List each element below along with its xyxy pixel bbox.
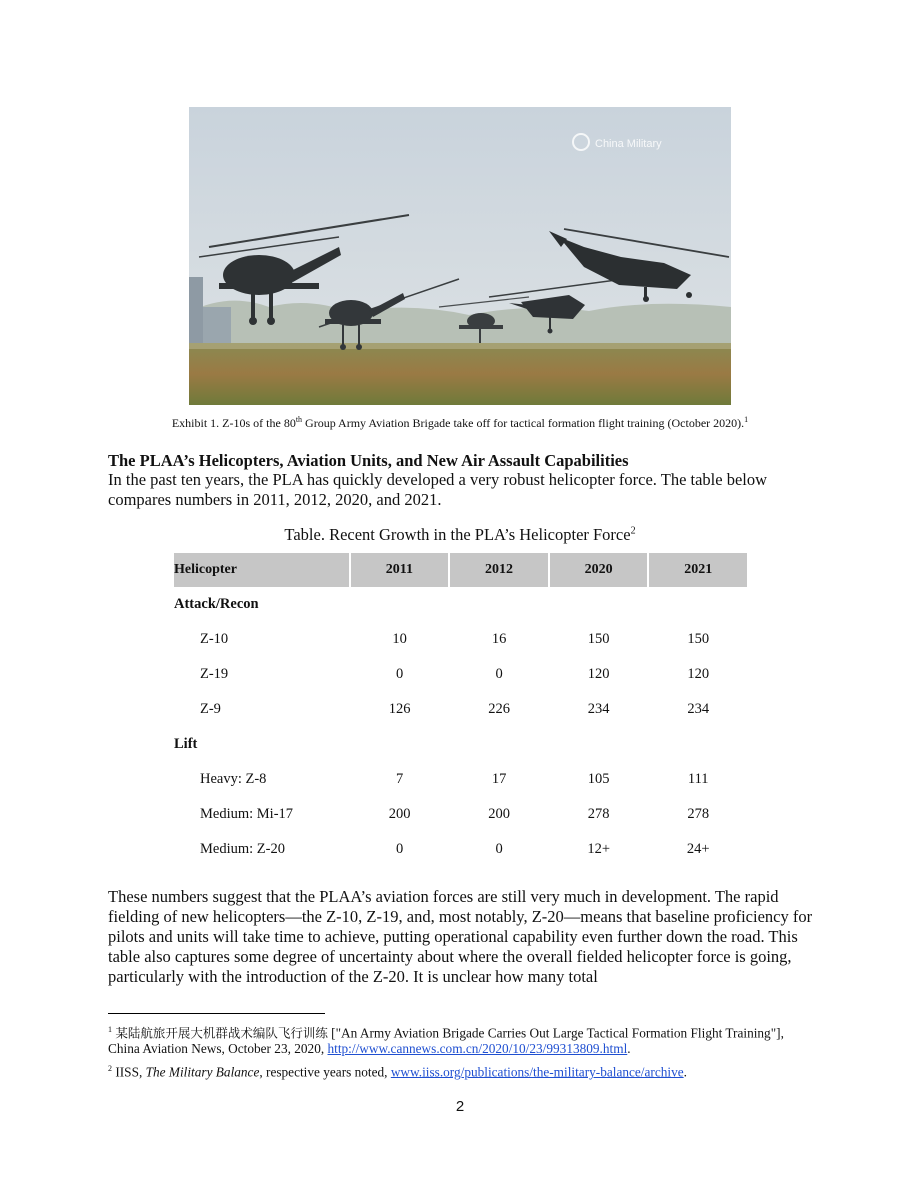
table-row — [174, 797, 747, 832]
svg-text:China Military: China Military — [595, 138, 662, 150]
cell-name: Z-10 — [200, 631, 229, 647]
cell-2011: 0 — [395, 666, 404, 682]
cell-name: Z-9 — [200, 701, 221, 717]
cell-2012: 226 — [488, 701, 510, 717]
cell-2021: 24+ — [686, 841, 710, 857]
table-row — [174, 762, 747, 797]
table-row — [174, 657, 747, 692]
cell-2020: 12+ — [587, 841, 610, 857]
header-2020: 2020 — [550, 553, 648, 587]
header-2012: 2012 — [450, 553, 548, 587]
cell-2011: 7 — [395, 771, 404, 787]
header-helicopter: Helicopter — [174, 553, 349, 587]
footnote-1-link[interactable]: http://www.cannews.com.cn/2020/10/23/99313809.html — [327, 1041, 628, 1057]
footnote-1: $^1$ 某陆航旅开展大机群战术编队飞行训练 ["An Army Aviation Brigade Carries Out Large Tactical Formation Flight Training"], China Aviation News, October 23, 2020, http://www.cannews.com.cn/2020/10/23/99313809.html. — [108, 1025, 784, 1057]
cell-2021: 278 — [687, 806, 710, 822]
cell-name: Heavy: Z-8 — [200, 771, 267, 787]
cell-2011: 10 — [392, 631, 407, 647]
table-header-row — [174, 553, 747, 587]
cell-2021: 120 — [687, 666, 710, 682]
section-heading: The PLAA’s Helicopters, Aviation Units, and New Air Assault Capabilities — [108, 451, 629, 470]
cell-name: Z-19 — [200, 666, 229, 682]
intro-paragraph: In the past ten years, the PLA has quickly developed a very robust helicopter force. The table below compares numbers in 2011, 2012, 2020, and 2021. — [108, 470, 768, 509]
cell-2021: 111 — [687, 771, 709, 787]
cell-2020: 120 — [587, 666, 610, 682]
footnote-2-link[interactable]: www.iiss.org/publications/the-military-balance/archive — [390, 1064, 684, 1080]
cell-2012: 0 — [495, 841, 503, 857]
cell-2011: 200 — [388, 806, 411, 822]
cell-2021: 150 — [687, 631, 710, 647]
footnote-2: $^2$ IISS, The Military Balance, respective years noted, www.iiss.org/publications/the-military-balance/archive. — [108, 1064, 687, 1080]
cell-2011: 0 — [395, 841, 404, 857]
table-title: Table. Recent Growth in the PLA’s Helicopter Force$^2$ — [284, 525, 636, 544]
helicopter-photo — [189, 107, 731, 405]
header-2021: 2021 — [649, 553, 747, 587]
cell-2020: 105 — [587, 771, 610, 787]
table-row — [174, 692, 747, 727]
cell-2012: 16 — [491, 631, 507, 647]
page-number: 2 — [455, 1098, 465, 1115]
header-2011: 2011 — [351, 553, 449, 587]
footnote-divider — [108, 1013, 325, 1014]
table-row — [174, 622, 747, 657]
cell-2020: 234 — [587, 701, 610, 717]
cell-2021: 234 — [687, 701, 710, 717]
cell-2020: 278 — [587, 806, 610, 822]
group-label: Attack/Recon — [174, 596, 259, 612]
cell-2012: 17 — [491, 771, 507, 787]
cell-2020: 150 — [587, 631, 610, 647]
group-row — [174, 727, 747, 762]
cell-2012: 0 — [495, 666, 503, 682]
group-label: Lift — [174, 736, 198, 752]
cell-2011: 126 — [388, 701, 411, 717]
cell-name: Medium: Mi-17 — [200, 806, 294, 822]
table-row — [174, 832, 747, 867]
cell-2012: 200 — [488, 806, 510, 822]
cell-name: Medium: Z-20 — [200, 841, 285, 857]
figure-caption: Exhibit 1. Z-10s of the 80th Group Army Aviation Brigade take off for tactical formation flight training (October 2020).$^1$ — [171, 415, 749, 430]
group-row — [174, 587, 747, 622]
helicopter-table — [174, 553, 747, 867]
body-paragraph: These numbers suggest that the PLAA’s aviation forces are still very much in development. The rapid fielding of new helicopters—the Z-10, Z-19, and, most notably, Z-20—means that baseline proficiency for pilots and units will take time to achieve, putting operational capability even further down the road. This table also captures some degree of uncertainty about where the overall fielded helicopter force is going, particularly with the introduction of the Z-20. It is unclear how many total — [108, 887, 813, 986]
